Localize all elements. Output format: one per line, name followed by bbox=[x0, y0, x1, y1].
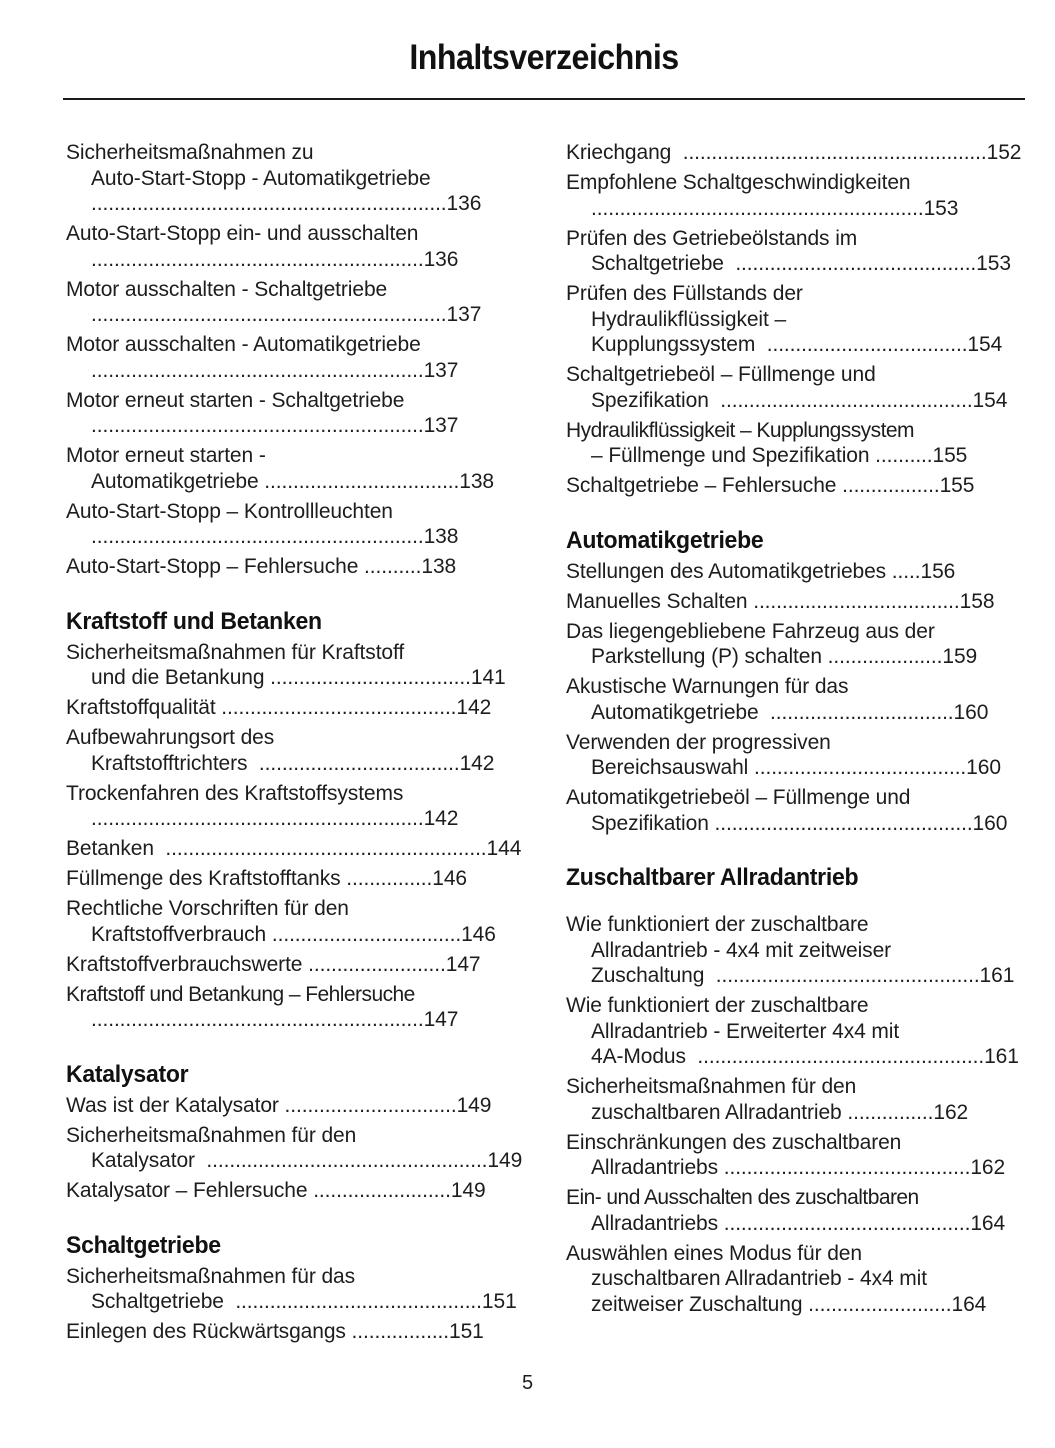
toc-heading-katalysator: Katalysator bbox=[66, 1060, 189, 1088]
page-title: Inhaltsverzeichnis bbox=[409, 38, 679, 77]
toc-entry-verwenden-progressive-bereichsauswahl[interactable] bbox=[566, 730, 1026, 781]
toc-entry-line: ..........................................................147 bbox=[91, 1008, 459, 1031]
toc-entry-line: Füllmenge des Kraftstofftanks ...............146 bbox=[66, 867, 468, 890]
toc-entry-line: Parkstellung (P) schalten ....................159 bbox=[591, 645, 978, 668]
toc-entry-line: Einschränkungen des zuschaltbaren bbox=[566, 1130, 902, 1154]
toc-entry-line: Trockenfahren des Kraftstoffsystems bbox=[66, 781, 404, 805]
toc-entry-line: Spezifikation ............................................154 bbox=[591, 388, 1008, 412]
toc-entry-line: zeitweiser Zuschaltung .........................164 bbox=[591, 1292, 987, 1316]
toc-entry-line: Sicherheitsmaßnahmen für den bbox=[566, 1075, 857, 1098]
toc-entry-fuellmenge-kraftstofftank[interactable] bbox=[66, 866, 524, 892]
toc-entry-line: Kraftstoffverbrauchswerte ........................147 bbox=[66, 952, 481, 976]
toc-entry-line: Allradantrieb - Erweiterter 4x4 mit bbox=[591, 1019, 900, 1043]
toc-entry-einlegen-rueckwaertsgang[interactable] bbox=[66, 1319, 524, 1345]
toc-heading-kraftstoff-und-betanken: Kraftstoff und Betanken bbox=[66, 607, 322, 635]
toc-entry-line: Allradantrieb - 4x4 mit zeitweiser bbox=[591, 938, 892, 962]
toc-entry-motor-ausschalten-automatikgetriebe[interactable] bbox=[66, 332, 524, 383]
toc-entry-line: Wie funktioniert der zuschaltbare bbox=[566, 913, 869, 936]
toc-entry-line: Automatikgetriebeöl – Füllmenge und bbox=[566, 786, 911, 809]
toc-entry-line: Kraftstoff und Betankung – Fehlersuche bbox=[66, 982, 415, 1006]
toc-entry-line: Rechtliche Vorschriften für den bbox=[66, 897, 349, 920]
toc-entry-line: zuschaltbaren Allradantrieb ...............162 bbox=[591, 1100, 969, 1124]
toc-column-right bbox=[566, 140, 1026, 1322]
toc-entry-line: Katalysator – Fehlersuche ........................149 bbox=[66, 1179, 486, 1202]
toc-entry-line: Aufbewahrungsort des bbox=[66, 726, 275, 749]
toc-entry-line: Auto-Start-Stopp – Fehlersuche ..........138 bbox=[66, 555, 457, 578]
toc-entry-line: Prüfen des Füllstands der bbox=[566, 282, 803, 305]
toc-entry-hydraulikfluessigkeit-kupplungssystem-fuellmenge-spezifikation[interactable] bbox=[566, 418, 1026, 469]
toc-entry-line: Verwenden der progressiven bbox=[566, 730, 831, 754]
toc-entry-betanken[interactable] bbox=[66, 836, 524, 862]
toc-entry-motor-erneut-starten-schaltgetriebe[interactable] bbox=[66, 388, 524, 439]
toc-entry-auto-start-stopp-fehlersuche[interactable] bbox=[66, 554, 524, 580]
toc-heading-zuschaltbarer-allradantrieb: Zuschaltbarer Allradantrieb bbox=[566, 864, 859, 891]
toc-entry-line: ..........................................................137 bbox=[91, 414, 459, 437]
toc-entry-rechtliche-vorschriften-kraftstoffverbrauch[interactable] bbox=[66, 896, 524, 947]
toc-entry-wie-funktioniert-zuschaltbare-allradantrieb-erweiterter-4a[interactable] bbox=[566, 993, 1026, 1070]
toc-entry-line: Automatikgetriebe ..................................138 bbox=[91, 469, 495, 493]
toc-entry-sicherheitsmassnahmen-zuschaltbarer-allradantrieb[interactable] bbox=[566, 1074, 1026, 1125]
toc-entry-line: Motor erneut starten - bbox=[66, 444, 266, 467]
toc-entry-line: Das liegengebliebene Fahrzeug aus der bbox=[566, 619, 935, 643]
toc-entry-line: Kupplungssystem ...................................154 bbox=[591, 333, 1003, 356]
toc-columns bbox=[0, 140, 1055, 1343]
toc-entry-pruefen-getriebeoelstand-schaltgetriebe[interactable] bbox=[566, 226, 1026, 277]
toc-entry-manuelles-schalten[interactable] bbox=[566, 589, 1026, 615]
toc-entry-line: Kraftstofftrichters ...................................142 bbox=[91, 751, 495, 775]
toc-entry-pruefen-fuellstand-hydraulikfluessigkeit-kupplungssystem[interactable] bbox=[566, 281, 1026, 358]
toc-entry-line: Motor erneut starten - Schaltgetriebe bbox=[66, 388, 405, 412]
toc-entry-line: Kraftstoffverbrauch .................................146 bbox=[91, 922, 496, 946]
toc-entry-line: Auto-Start-Stopp – Kontrollleuchten bbox=[66, 499, 393, 523]
toc-entry-line: Schaltgetriebeöl – Füllmenge und bbox=[566, 363, 876, 386]
toc-entry-line: Schaltgetriebe ..........................................153 bbox=[591, 252, 1011, 275]
toc-entry-katalysator-fehlersuche[interactable] bbox=[66, 1178, 524, 1204]
toc-entry-line: Bereichsauswahl .....................................160 bbox=[591, 756, 1001, 779]
toc-entry-line: Motor ausschalten - Automatikgetriebe bbox=[66, 333, 421, 356]
toc-entry-line: Sicherheitsmaßnahmen zu bbox=[66, 141, 314, 164]
toc-entry-line: Betanken ........................................................144 bbox=[66, 837, 522, 860]
toc-entry-kraftstoffverbrauchswerte[interactable] bbox=[66, 952, 524, 978]
toc-entry-motor-ausschalten-schaltgetriebe[interactable] bbox=[66, 277, 524, 328]
toc-entry-line: zuschaltbaren Allradantrieb - 4x4 mit bbox=[591, 1267, 927, 1290]
toc-entry-kraftstoff-und-betankung-fehlersuche[interactable] bbox=[66, 982, 524, 1033]
toc-entry-akustische-warnungen-automatikgetriebe[interactable] bbox=[566, 674, 1026, 725]
toc-entry-line: Einlegen des Rückwärtsgangs .................151 bbox=[66, 1320, 484, 1343]
toc-entry-line: Prüfen des Getriebeölstands im bbox=[566, 226, 858, 250]
toc-entry-line: Auswählen eines Modus für den bbox=[566, 1241, 862, 1265]
toc-entry-motor-erneut-starten-automatikgetriebe[interactable] bbox=[66, 443, 524, 494]
toc-entry-sicherheitsmassnahmen-auto-start-stopp-automatikgetriebe[interactable] bbox=[66, 140, 524, 217]
toc-entry-line: Motor ausschalten - Schaltgetriebe bbox=[66, 277, 388, 301]
toc-heading-schaltgetriebe: Schaltgetriebe bbox=[66, 1231, 221, 1259]
toc-entry-line: Hydraulikflüssigkeit – Kupplungssystem bbox=[566, 418, 914, 442]
toc-entry-automatikgetriebeoel-fuellmenge-spezifikation[interactable] bbox=[566, 785, 1026, 836]
toc-entry-line: ..........................................................138 bbox=[91, 525, 459, 548]
toc-entry-line: ..........................................................136 bbox=[91, 247, 459, 271]
toc-entry-line: Katalysator .................................................149 bbox=[91, 1149, 523, 1172]
toc-entry-sicherheitsmassnahmen-katalysator[interactable] bbox=[66, 1123, 524, 1174]
toc-entry-kriechgang[interactable] bbox=[566, 140, 1026, 166]
toc-entry-line: ..........................................................142 bbox=[91, 807, 459, 830]
toc-entry-auto-start-stopp-kontrollleuchten[interactable] bbox=[66, 499, 524, 550]
toc-entry-line: Schaltgetriebe ...........................................151 bbox=[91, 1290, 517, 1313]
toc-entry-line: Akustische Warnungen für das bbox=[566, 675, 849, 698]
toc-entry-line: Allradantriebs ...........................................164 bbox=[591, 1211, 1006, 1235]
toc-entry-auto-start-stopp-ein-und-ausschalten[interactable] bbox=[66, 221, 524, 272]
toc-heading-automatikgetriebe: Automatikgetriebe bbox=[566, 526, 764, 554]
toc-entry-line: Kraftstoffqualität .........................................142 bbox=[66, 696, 492, 719]
toc-entry-line: Stellungen des Automatikgetriebes .....156 bbox=[566, 559, 956, 583]
title-divider bbox=[63, 98, 1025, 100]
toc-entry-empfohlene-schaltgeschwindigkeiten[interactable] bbox=[566, 170, 1026, 221]
toc-entry-line: ..........................................................153 bbox=[591, 196, 959, 220]
toc-entry-line: Ein- und Ausschalten des zuschaltbaren bbox=[566, 1186, 919, 1209]
toc-entry-line: – Füllmenge und Spezifikation ..........155 bbox=[591, 444, 968, 467]
toc-entry-line: Wie funktioniert der zuschaltbare bbox=[566, 994, 869, 1017]
toc-entry-sicherheitsmassnahmen-kraftstoff-betankung[interactable] bbox=[66, 640, 524, 691]
toc-entry-schaltgetriebeoel-fuellmenge-spezifikation[interactable] bbox=[566, 362, 1026, 413]
toc-entry-line: ..........................................................137 bbox=[91, 358, 459, 382]
toc-entry-line: ..............................................................137 bbox=[91, 303, 482, 326]
toc-entry-line: Sicherheitsmaßnahmen für das bbox=[66, 1264, 356, 1288]
toc-entry-aufbewahrungsort-kraftstofftrichter[interactable] bbox=[66, 725, 524, 776]
toc-entry-line: Zuschaltung ..............................................161 bbox=[591, 964, 1015, 987]
toc-entry-line: Automatikgetriebe ................................160 bbox=[591, 700, 989, 724]
toc-entry-line: ..............................................................136 bbox=[91, 192, 482, 215]
toc-entry-line: 4A-Modus ..................................................161 bbox=[591, 1045, 1019, 1068]
toc-entry-liegengebliebenes-fahrzeug-parkstellung[interactable] bbox=[566, 619, 1026, 670]
toc-entry-wie-funktioniert-zuschaltbare-allradantrieb-4x4-zeitweiser[interactable] bbox=[566, 912, 1026, 989]
toc-column-left bbox=[66, 140, 524, 1349]
toc-entry-auswaehlen-modus-zuschaltbarer-allradantrieb[interactable] bbox=[566, 1241, 1026, 1318]
toc-entry-line: Empfohlene Schaltgeschwindigkeiten bbox=[566, 171, 911, 194]
toc-entry-was-ist-der-katalysator[interactable] bbox=[66, 1093, 524, 1119]
toc-entry-line: Spezifikation .............................................160 bbox=[591, 811, 1008, 835]
toc-entry-line: Auto-Start-Stopp ein- und ausschalten bbox=[66, 222, 419, 245]
toc-entry-line: Hydraulikflüssigkeit – bbox=[591, 307, 787, 331]
toc-entry-sicherheitsmassnahmen-schaltgetriebe[interactable] bbox=[66, 1264, 524, 1315]
toc-entry-trockenfahren-kraftstoffsystem[interactable] bbox=[66, 781, 524, 832]
toc-entry-line: Was ist der Katalysator ..............................149 bbox=[66, 1093, 492, 1117]
toc-entry-line: und die Betankung ...................................141 bbox=[91, 666, 506, 689]
toc-entry-line: Auto-Start-Stopp - Automatikgetriebe bbox=[91, 166, 431, 190]
toc-entry-kraftstoffqualitaet[interactable] bbox=[66, 695, 524, 721]
page-number: 5 bbox=[521, 1372, 534, 1394]
toc-entry-schaltgetriebe-fehlersuche[interactable] bbox=[566, 473, 1026, 499]
toc-entry-einschraenkungen-zuschaltbarer-allradantrieb[interactable] bbox=[566, 1130, 1026, 1181]
toc-entry-line: Kriechgang .....................................................152 bbox=[566, 141, 1022, 164]
toc-entry-stellungen-automatikgetriebe[interactable] bbox=[566, 559, 1026, 585]
toc-entry-line: Schaltgetriebe – Fehlersuche .................155 bbox=[566, 474, 975, 497]
toc-entry-line: Allradantriebs ...........................................162 bbox=[591, 1156, 1006, 1179]
toc-entry-ein-und-ausschalten-zuschaltbarer-allradantrieb[interactable] bbox=[566, 1185, 1026, 1236]
toc-entry-line: Manuelles Schalten ....................................158 bbox=[566, 589, 995, 613]
toc-entry-line: Sicherheitsmaßnahmen für den bbox=[66, 1123, 357, 1147]
toc-entry-line: Sicherheitsmaßnahmen für Kraftstoff bbox=[66, 640, 405, 664]
